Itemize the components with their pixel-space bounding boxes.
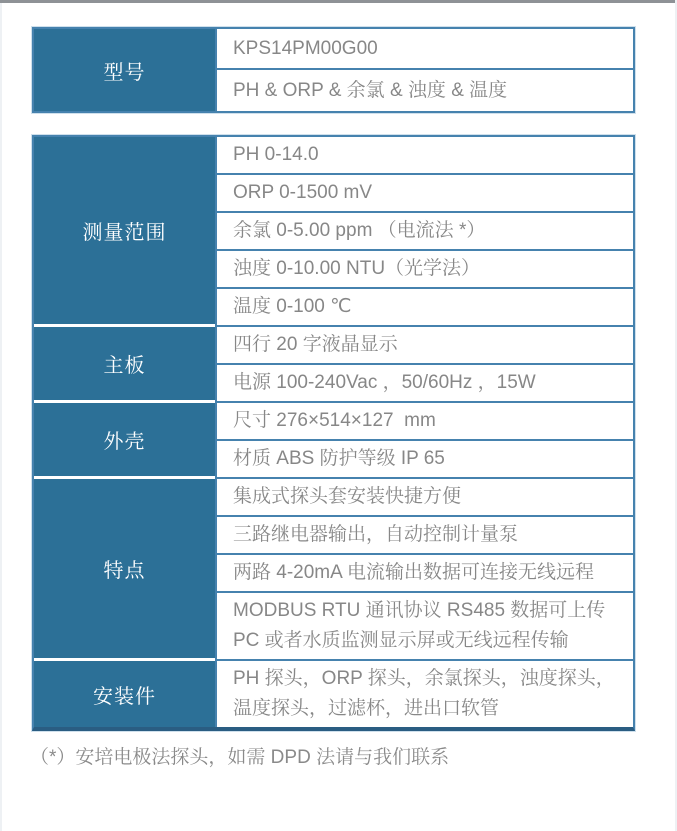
category-cell: 安装件 (34, 661, 215, 727)
spec-tables (32, 0, 635, 731)
spec-section (34, 137, 633, 327)
spec-table-specs (32, 135, 635, 731)
spec-cell: 材质 ABS 防护等级 IP 65 (215, 441, 633, 479)
spec-cell: 电源 100-240Vac ，50/60Hz ，15W (215, 365, 633, 403)
spec-cell: 四行 20 字液晶显示 (215, 327, 633, 365)
spec-cell: 集成式探头套安装快捷方便 (215, 479, 633, 517)
spec-rows (215, 29, 633, 111)
spec-cell: 浊度 0-10.00 NTU（光学法） (215, 251, 633, 289)
category-cell: 测量范围 (34, 137, 215, 327)
category-cell: 主板 (34, 327, 215, 403)
spec-rows (215, 661, 633, 727)
footnote: （*）安培电极法探头，如需 DPD 法请与我们联系 (30, 747, 450, 768)
spec-cell: 三路继电器输出，自动控制计量泵 (215, 517, 633, 555)
spec-cell: KPS14PM00G00 (215, 29, 633, 70)
spec-section (34, 327, 633, 403)
spec-cell: MODBUS RTU 通讯协议 RS485 数据可上传 PC 或者水质监测显示屏或无线远程传输 (215, 593, 633, 661)
spec-section (34, 29, 633, 111)
page-top-edge (0, 0, 677, 3)
spec-rows (215, 327, 633, 403)
spec-section (34, 479, 633, 661)
spec-table-model (32, 27, 635, 113)
category-cell: 外壳 (34, 403, 215, 479)
category-cell: 型号 (34, 29, 215, 111)
spec-section (34, 661, 633, 727)
spec-cell: 尺寸 276×514×127 mm (215, 403, 633, 441)
spec-cell: PH 探头，ORP 探头，余氯探头，浊度探头，温度探头，过滤杯，进出口软管 (215, 661, 633, 727)
spec-cell: PH 0-14.0 (215, 137, 633, 175)
spec-cell: PH & ORP & 余氯 & 浊度 & 温度 (215, 70, 633, 111)
spec-cell: 温度 0-100 ℃ (215, 289, 633, 327)
spec-cell: ORP 0-1500 mV (215, 175, 633, 213)
spec-rows (215, 403, 633, 479)
spec-rows (215, 137, 633, 327)
spec-cell: 余氯 0-5.00 ppm （电流法 *） (215, 213, 633, 251)
spec-cell: 两路 4-20mA 电流输出数据可连接无线远程 (215, 555, 633, 593)
spec-section (34, 403, 633, 479)
spec-rows (215, 479, 633, 661)
category-cell: 特点 (34, 479, 215, 661)
